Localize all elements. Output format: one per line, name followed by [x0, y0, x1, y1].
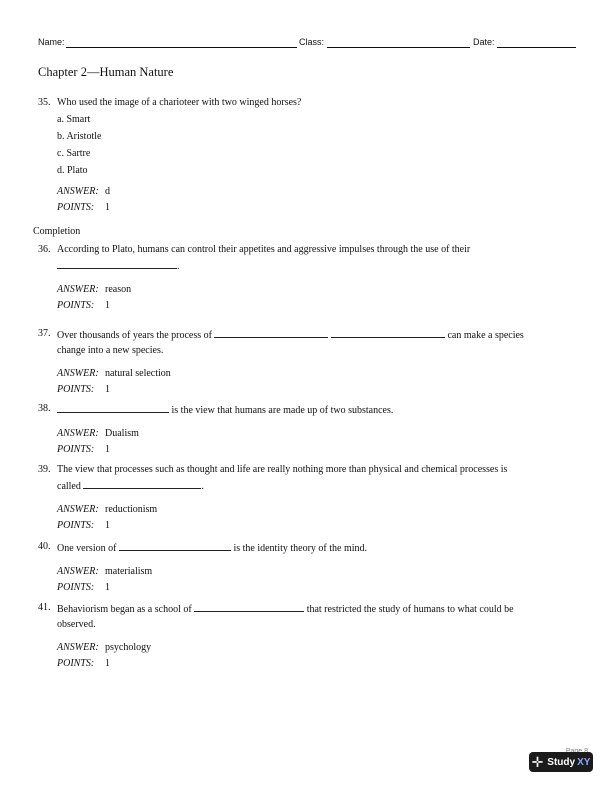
question-37: [38, 326, 578, 397]
points-label: POINTS:: [57, 582, 95, 593]
question-text-b: can make a species: [447, 330, 524, 341]
question-number: 40.: [38, 541, 51, 552]
answer-line: [57, 366, 578, 381]
question-text: [57, 539, 567, 556]
question-text-b: is the identity theory of the mind.: [233, 543, 368, 554]
question-number: 35.: [38, 97, 51, 108]
date-label: Date:: [473, 37, 495, 47]
plus-icon: ✛: [531, 754, 544, 770]
answer-label: ANSWER:: [57, 186, 99, 197]
class-label: Class:: [299, 37, 325, 47]
question-number: 39.: [38, 464, 51, 475]
studyxy-badge[interactable]: [529, 752, 593, 772]
question-number: 38.: [38, 403, 51, 414]
date-line: [497, 47, 576, 48]
points-value: 1: [105, 202, 110, 213]
points-line: [57, 518, 578, 533]
question-35: [38, 95, 578, 215]
answer-value: psychology: [105, 642, 152, 653]
answer-label: ANSWER:: [57, 368, 99, 379]
answer-value: d: [105, 186, 110, 197]
question-36: [38, 242, 578, 313]
points-label: POINTS:: [57, 658, 95, 669]
answer-blank: [57, 401, 169, 413]
question-text: [57, 242, 567, 274]
answer-blank: [119, 539, 231, 551]
option-a: a. Smart: [57, 114, 91, 125]
points-label: POINTS:: [57, 520, 95, 531]
answer-blank-2: [331, 326, 445, 338]
answer-value: reductionism: [105, 504, 158, 515]
question-38: [38, 401, 578, 457]
question-text-a: One version of: [57, 543, 117, 554]
points-value: 1: [105, 384, 110, 395]
points-label: POINTS:: [57, 384, 95, 395]
question-text-a: The view that processes such as thought and life are really nothing more than physical and chemical processes is: [57, 464, 508, 475]
question-text: [57, 462, 567, 494]
answer-blank: [194, 600, 304, 612]
question-text-a: Behaviorism began as a school of: [57, 604, 192, 615]
question-text: Who used the image of a charioteer with two winged horses?: [57, 97, 302, 108]
answer-blank: [83, 477, 201, 489]
class-line: [327, 47, 470, 48]
answer-value: Dualism: [105, 428, 139, 439]
answer-label: ANSWER:: [57, 642, 99, 653]
answer-blank-1: [214, 326, 328, 338]
question-text-b: called: [57, 481, 81, 492]
points-label: POINTS:: [57, 444, 95, 455]
question-text-b: that restricted the study of humans to what could be: [306, 604, 514, 615]
badge-xy-text: XY: [577, 756, 591, 768]
section-label: Completion: [33, 226, 81, 237]
answer-value: natural selection: [105, 368, 171, 379]
points-value: 1: [105, 520, 110, 531]
points-line: [57, 580, 578, 595]
answer-label: ANSWER:: [57, 504, 99, 515]
answer-label: ANSWER:: [57, 428, 99, 439]
answer-line: [57, 502, 578, 517]
points-label: POINTS:: [57, 202, 95, 213]
question-end: .: [177, 261, 180, 272]
answer-line: [57, 564, 578, 579]
answer-value: reason: [105, 284, 132, 295]
points-label: POINTS:: [57, 300, 95, 311]
question-number: 36.: [38, 244, 51, 255]
answer-label: ANSWER:: [57, 284, 99, 295]
question-number: 37.: [38, 328, 51, 339]
option-c: c. Sartre: [57, 148, 91, 159]
chapter-title: Chapter 2—Human Nature: [38, 65, 174, 79]
question-text-a: is the view that humans are made up of two substances.: [171, 405, 394, 416]
points-value: 1: [105, 582, 110, 593]
name-label: Name:: [38, 37, 65, 47]
option-b: b. Aristotle: [57, 131, 102, 142]
question-end: .: [201, 481, 204, 492]
question-40: [38, 539, 578, 595]
points-line: [57, 298, 578, 313]
question-number: 41.: [38, 602, 51, 613]
name-line: [66, 47, 297, 48]
points-line: [57, 442, 578, 457]
answer-value: materialism: [105, 566, 153, 577]
question-text-a: Over thousands of years the process of: [57, 330, 212, 341]
points-value: 1: [105, 658, 110, 669]
points-value: 1: [105, 300, 110, 311]
answer-line: [57, 640, 578, 655]
question-text: [57, 401, 567, 418]
answer-line: [57, 426, 578, 441]
worksheet-header: [38, 37, 576, 51]
question-text-c: observed.: [57, 619, 96, 630]
answer-line: [57, 184, 578, 199]
question-41: [38, 600, 578, 671]
answer-blank: [57, 257, 177, 269]
badge-study-text: Study: [547, 756, 576, 768]
question-39: [38, 462, 578, 533]
points-line: [57, 382, 578, 397]
question-text: [57, 600, 567, 632]
points-line: [57, 656, 578, 671]
answer-label: ANSWER:: [57, 566, 99, 577]
points-line: [57, 200, 578, 215]
answer-line: [57, 282, 578, 297]
question-text-a: According to Plato, humans can control their appetites and aggressive impulses through the use of their: [57, 244, 471, 255]
points-value: 1: [105, 444, 110, 455]
question-text: [57, 326, 567, 358]
option-d: d. Plato: [57, 165, 88, 176]
question-text-c: change into a new species.: [57, 345, 164, 356]
